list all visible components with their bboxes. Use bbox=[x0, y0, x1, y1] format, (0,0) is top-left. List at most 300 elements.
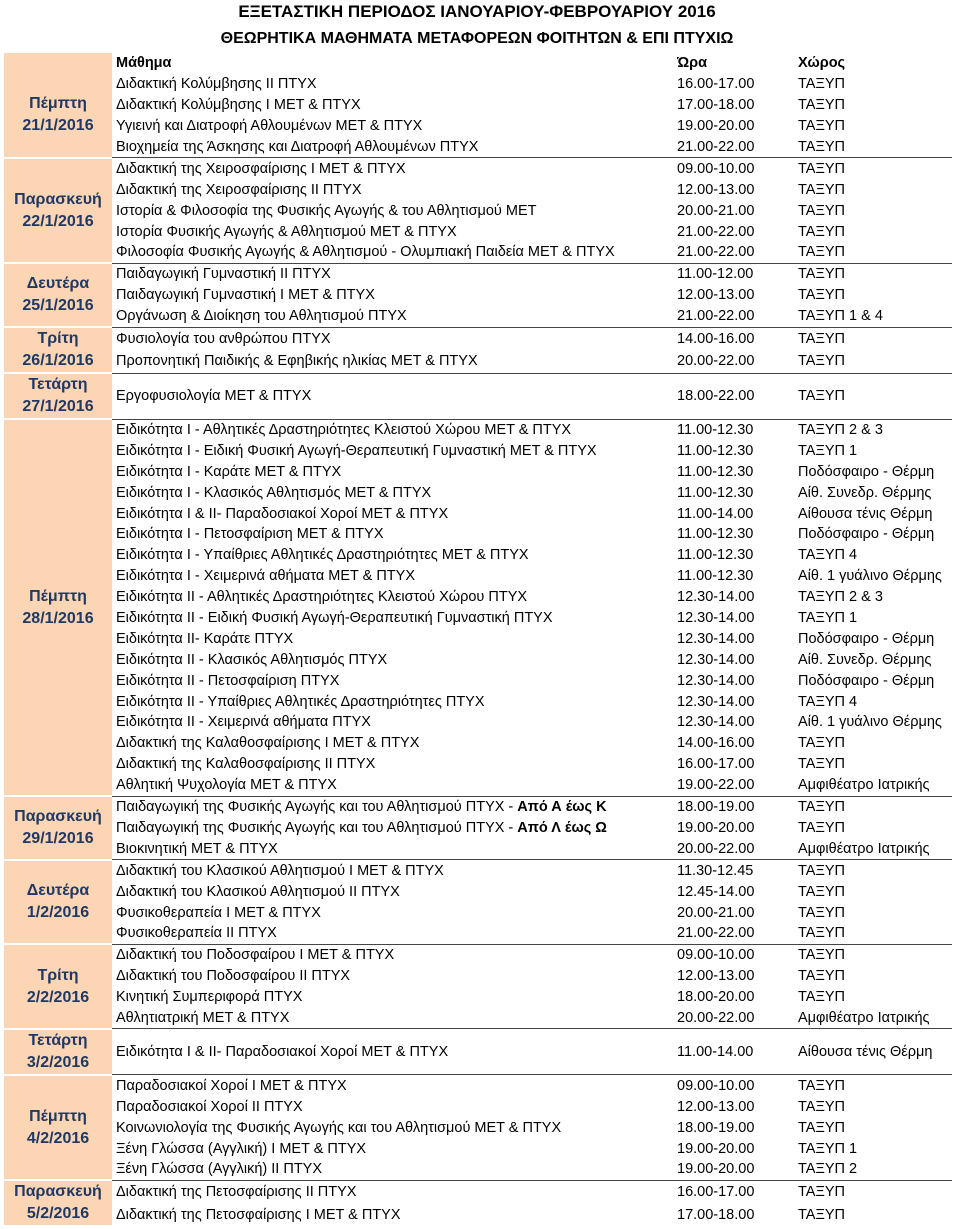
table-row bbox=[4, 881, 952, 902]
time-cell: 21.00-22.00 bbox=[677, 244, 755, 261]
day-date: 28/1/2016 bbox=[22, 609, 94, 627]
course-cell bbox=[112, 306, 677, 327]
table-row bbox=[4, 373, 952, 419]
room-cell: ΤΑΞΥΠ bbox=[794, 373, 952, 419]
room-cell: ΤΑΞΥΠ bbox=[798, 968, 846, 985]
course-cell bbox=[112, 649, 677, 670]
room-cell: Αίθ. Συνεδρ. Θέρμης bbox=[798, 651, 932, 668]
room-cell: ΤΑΞΥΠ 4 bbox=[798, 693, 858, 710]
course-name: Προπονητική Παιδικής & Εφηβικής ηλικίας ΜΕΤ & ΠΤΥΧ bbox=[116, 353, 478, 370]
table-row bbox=[4, 1138, 952, 1159]
table-row bbox=[4, 1008, 952, 1029]
course-name: Ειδικότητα Ι - Αθλητικές Δραστηριότητες Κλειστού Χώρου ΜΕΤ & ΠΤΥΧ bbox=[116, 422, 572, 439]
room-cell: Αίθ. Συνεδρ. Θέρμης bbox=[798, 484, 932, 501]
course-cell bbox=[112, 350, 677, 373]
course-cell bbox=[112, 524, 677, 545]
time-cell: 19.00-20.00 bbox=[677, 819, 755, 836]
day-weekday: Πέμπτη bbox=[29, 95, 87, 113]
table-row bbox=[4, 137, 952, 158]
course-name: Υγιεινή και Διατροφή Αθλουμένων ΜΕΤ & ΠΤΥΧ bbox=[116, 118, 423, 135]
course-cell bbox=[112, 1008, 677, 1029]
time-cell: 12.30-14.00 bbox=[677, 651, 755, 668]
day-date: 27/1/2016 bbox=[22, 398, 94, 416]
table-row bbox=[4, 482, 952, 503]
room-cell: ΤΑΞΥΠ 2 bbox=[798, 1161, 858, 1178]
day-date: 29/1/2016 bbox=[22, 829, 94, 847]
course-cell bbox=[112, 327, 677, 350]
course-cell bbox=[112, 373, 677, 419]
room-cell: Αίθουσα τένις Θέρμη bbox=[794, 1029, 952, 1075]
room-cell: ΤΑΞΥΠ bbox=[794, 860, 952, 881]
table-row bbox=[4, 754, 952, 775]
day-date: 26/1/2016 bbox=[22, 352, 94, 370]
room-cell: ΤΑΞΥΠ bbox=[794, 1180, 952, 1203]
course-cell bbox=[112, 242, 677, 263]
day-cell bbox=[4, 373, 112, 419]
day-date: 5/2/2016 bbox=[26, 1205, 90, 1223]
table-row bbox=[4, 691, 952, 712]
exam-schedule-table bbox=[4, 53, 952, 1227]
time-cell: 12.00-13.00 bbox=[677, 181, 755, 198]
course-name: Κινητική Συμπεριφορά ΠΤΥΧ bbox=[116, 989, 303, 1006]
course-cell bbox=[112, 712, 677, 733]
table-row bbox=[4, 838, 952, 859]
day-date: 4/2/2016 bbox=[26, 1129, 90, 1147]
course-cell bbox=[112, 923, 677, 944]
course-name: Ειδικότητα ΙΙ - Χειμερινά αθήματα ΠΤΥΧ bbox=[116, 714, 371, 731]
room-cell: Αίθ. 1 γυάλινο Θέρμης bbox=[798, 568, 942, 585]
room-cell: ΤΑΞΥΠ 2 & 3 bbox=[798, 589, 883, 606]
course-name: Ειδικότητα ΙΙ - Πετοσφαίριση ΠΤΥΧ bbox=[116, 672, 340, 689]
table-row bbox=[4, 860, 952, 881]
time-cell: 19.00-20.00 bbox=[677, 1140, 755, 1157]
course-name: Διδακτική της Καλαθοσφαίρισης ΙΙ ΠΤΥΧ bbox=[116, 756, 376, 773]
time-cell: 11.30-12.45 bbox=[677, 860, 794, 881]
day-weekday: Δευτέρα bbox=[26, 882, 90, 900]
table-row bbox=[4, 503, 952, 524]
day-cell bbox=[4, 74, 112, 158]
day-cell bbox=[4, 860, 112, 945]
day-cell bbox=[4, 1029, 112, 1075]
course-name: Διδακτική του Κλασικού Αθλητισμού Ι ΜΕΤ & ΠΤΥΧ bbox=[116, 862, 444, 879]
course-name: Διδακτική της Χειροσφαίρισης ΙΙ ΠΤΥΧ bbox=[116, 181, 362, 198]
time-cell: 11.00-12.00 bbox=[677, 263, 794, 284]
room-cell: ΤΑΞΥΠ bbox=[798, 904, 846, 921]
time-cell: 12.45-14.00 bbox=[677, 883, 755, 900]
day-weekday: Τετάρτη bbox=[28, 1031, 88, 1049]
course-name: Φιλοσοφία Φυσικής Αγωγής & Αθλητισμού - Ολυμπιακή Παιδεία ΜΕΤ & ΠΤΥΧ bbox=[116, 244, 615, 261]
course-name: Διδακτική Κολύμβησης Ι ΜΕΤ & ΠΤΥΧ bbox=[116, 97, 361, 114]
course-name: Ξένη Γλώσσα (Αγγλική) Ι ΜΕΤ & ΠΤΥΧ bbox=[116, 1140, 367, 1157]
table-row bbox=[4, 95, 952, 116]
room-cell: ΤΑΞΥΠ 2 & 3 bbox=[794, 419, 952, 440]
table-row bbox=[4, 306, 952, 327]
course-name: Ιστορία & Φιλοσοφία της Φυσικής Αγωγής & του Αθλητισμού ΜΕΤ bbox=[116, 202, 537, 219]
course-cell bbox=[112, 987, 677, 1008]
course-cell bbox=[112, 902, 677, 923]
time-cell: 17.00-18.00 bbox=[677, 97, 755, 114]
course-name: Διδακτική του Ποδοσφαίρου Ι ΜΕΤ & ΠΤΥΧ bbox=[116, 947, 395, 964]
course-cell bbox=[112, 608, 677, 629]
course-name: Εργοφυσιολογία ΜΕΤ & ΠΤΥΧ bbox=[116, 388, 312, 405]
day-weekday: Παρασκευή bbox=[14, 1183, 102, 1201]
course-name: Παραδοσιακοί Χοροί ΙΙ ΠΤΥΧ bbox=[116, 1098, 303, 1115]
room-cell: ΤΑΞΥΠ bbox=[798, 223, 846, 240]
time-cell: 12.00-13.00 bbox=[677, 968, 755, 985]
day-date: 3/2/2016 bbox=[26, 1053, 90, 1071]
course-cell bbox=[112, 116, 677, 137]
table-row bbox=[4, 221, 952, 242]
table-row bbox=[4, 712, 952, 733]
course-cell bbox=[112, 818, 677, 839]
table-row bbox=[4, 74, 952, 95]
time-cell: 18.00-22.00 bbox=[677, 373, 794, 419]
time-cell: 11.00-12.30 bbox=[677, 484, 754, 501]
table-row bbox=[4, 649, 952, 670]
table-row bbox=[4, 285, 952, 306]
course-cell bbox=[112, 733, 677, 754]
time-cell: 09.00-10.00 bbox=[677, 944, 794, 965]
page-title: ΕΞΕΤΑΣΤΙΚΗ ΠΕΡΙΟΔΟΣ ΙΑΝΟΥΑΡΙΟΥ-ΦΕΒΡΟΥΑΡΙΟΥ 2016 bbox=[238, 2, 716, 21]
day-weekday: Τρίτη bbox=[37, 330, 79, 348]
course-cell bbox=[112, 1029, 677, 1075]
course-cell bbox=[112, 754, 677, 775]
course-cell bbox=[112, 221, 677, 242]
room-cell: ΤΑΞΥΠ bbox=[798, 97, 846, 114]
course-name: Ειδικότητα ΙΙ - Αθλητικές Δραστηριότητες Κλειστού Χώρου ΠΤΥΧ bbox=[116, 589, 528, 606]
table-row bbox=[4, 944, 952, 965]
room-cell: Αμφιθέατρο Ιατρικής bbox=[798, 1009, 930, 1026]
course-group-range: Από Λ έως Ω bbox=[517, 819, 607, 836]
course-cell bbox=[112, 1138, 677, 1159]
course-cell bbox=[112, 691, 677, 712]
day-cell bbox=[4, 263, 112, 327]
day-weekday: Παρασκευή bbox=[14, 807, 102, 825]
day-weekday: Παρασκευή bbox=[14, 190, 102, 208]
course-cell bbox=[112, 587, 677, 608]
course-cell bbox=[112, 503, 677, 524]
time-cell: 20.00-22.00 bbox=[677, 840, 755, 857]
course-name: Ειδικότητα Ι - Υπαίθριες Αθλητικές Δραστηριότητες ΜΕΤ & ΠΤΥΧ bbox=[116, 547, 529, 564]
course-cell bbox=[112, 482, 677, 503]
time-cell: 12.30-14.00 bbox=[677, 714, 755, 731]
room-cell: ΤΑΞΥΠ bbox=[794, 1075, 952, 1096]
course-name: Ειδικότητα ΙΙ - Ειδική Φυσική Αγωγή-Θεραπευτική Γυμναστική ΠΤΥΧ bbox=[116, 610, 553, 627]
time-cell: 09.00-10.00 bbox=[677, 158, 794, 179]
table-header-row bbox=[4, 53, 952, 74]
table-row bbox=[4, 1096, 952, 1117]
day-date: 2/2/2016 bbox=[26, 988, 90, 1006]
table-row bbox=[4, 263, 952, 284]
course-cell bbox=[112, 838, 677, 859]
page-subtitle: ΘΕΩΡΗΤΙΚΑ ΜΑΘΗΜΑΤΑ ΜΕΤΑΦΟΡΕΩΝ ΦΟΙΤΗΤΩΝ & ΕΠΙ ΠΤΥΧΙΩ bbox=[220, 30, 734, 47]
room-cell: ΤΑΞΥΠ bbox=[798, 1119, 846, 1136]
course-name: Ειδικότητα Ι - Ειδική Φυσική Αγωγή-Θεραπευτική Γυμναστική ΜΕΤ & ΠΤΥΧ bbox=[116, 442, 597, 459]
time-cell: 11.00-12.30 bbox=[677, 568, 754, 585]
header-time: Ώρα bbox=[677, 55, 708, 72]
day-date: 25/1/2016 bbox=[22, 297, 94, 315]
table-row bbox=[4, 327, 952, 350]
room-cell: ΤΑΞΥΠ bbox=[798, 1098, 846, 1115]
time-cell: 21.00-22.00 bbox=[677, 223, 755, 240]
course-cell bbox=[112, 263, 677, 284]
table-row bbox=[4, 179, 952, 200]
room-cell: ΤΑΞΥΠ bbox=[794, 158, 952, 179]
course-cell bbox=[112, 1204, 677, 1227]
room-cell: ΤΑΞΥΠ bbox=[794, 944, 952, 965]
time-cell: 16.00-17.00 bbox=[677, 76, 755, 93]
time-cell: 16.00-17.00 bbox=[677, 1180, 794, 1203]
table-row bbox=[4, 116, 952, 137]
day-date: 1/2/2016 bbox=[26, 904, 90, 922]
table-row bbox=[4, 1159, 952, 1180]
time-cell: 12.00-13.00 bbox=[677, 287, 755, 304]
course-name: Οργάνωση & Διοίκηση του Αθλητισμού ΠΤΥΧ bbox=[116, 308, 407, 325]
course-cell bbox=[112, 1096, 677, 1117]
time-cell: 19.00-20.00 bbox=[677, 1161, 755, 1178]
course-name: Διδακτική της Πετοσφαίρισης ΙΙ ΠΤΥΧ bbox=[116, 1184, 357, 1201]
room-cell: ΤΑΞΥΠ bbox=[798, 244, 846, 261]
course-cell bbox=[112, 966, 677, 987]
day-weekday: Τετάρτη bbox=[28, 376, 88, 394]
course-name: Αθλητιατρική ΜΕΤ & ΠΤΥΧ bbox=[116, 1009, 290, 1026]
course-cell bbox=[112, 944, 677, 965]
time-cell: 11.00-14.00 bbox=[677, 505, 754, 522]
table-row bbox=[4, 966, 952, 987]
course-name: Ειδικότητα Ι - Καράτε ΜΕΤ & ΠΤΥΧ bbox=[116, 463, 342, 480]
time-cell: 20.00-21.00 bbox=[677, 202, 755, 219]
course-cell bbox=[112, 1180, 677, 1203]
room-cell: ΤΑΞΥΠ bbox=[798, 202, 846, 219]
course-name: Διδακτική της Πετοσφαίρισης Ι ΜΕΤ & ΠΤΥΧ bbox=[116, 1206, 401, 1223]
course-name: Βιοχημεία της Άσκησης και Διατροφή Αθλουμένων ΠΤΥΧ bbox=[116, 139, 479, 155]
course-cell bbox=[112, 285, 677, 306]
room-cell: ΤΑΞΥΠ 1 & 4 bbox=[798, 308, 883, 325]
table-row bbox=[4, 1204, 952, 1227]
room-cell: ΤΑΞΥΠ bbox=[798, 287, 846, 304]
table-row bbox=[4, 200, 952, 221]
table-row bbox=[4, 350, 952, 373]
course-name: Διδακτική του Κλασικού Αθλητισμού ΙΙ ΠΤΥΧ bbox=[116, 883, 400, 900]
table-row bbox=[4, 524, 952, 545]
course-name: Ειδικότητα ΙΙ- Καράτε ΠΤΥΧ bbox=[116, 630, 294, 647]
room-cell: ΤΑΞΥΠ bbox=[794, 263, 952, 284]
room-cell: Ποδόσφαιρο - Θέρμη bbox=[798, 672, 935, 689]
time-cell: 12.00-13.00 bbox=[677, 1098, 755, 1115]
room-cell: Αίθ. 1 γυάλινο Θέρμης bbox=[798, 714, 942, 731]
table-row bbox=[4, 1180, 952, 1203]
course-name: Ειδικότητα Ι & ΙΙ- Παραδοσιακοί Χοροί ΜΕΤ & ΠΤΥΧ bbox=[116, 1043, 449, 1060]
course-name: Ειδικότητα Ι & ΙΙ- Παραδοσιακοί Χοροί ΜΕΤ & ΠΤΥΧ bbox=[116, 505, 449, 522]
time-cell: 20.00-22.00 bbox=[677, 353, 755, 370]
course-cell bbox=[112, 1159, 677, 1180]
day-weekday: Δευτέρα bbox=[26, 275, 90, 293]
time-cell: 20.00-22.00 bbox=[677, 1009, 755, 1026]
course-name: Παιδαγωγική Γυμναστική Ι ΜΕΤ & ΠΤΥΧ bbox=[116, 287, 375, 304]
room-cell: Αίθουσα τένις Θέρμη bbox=[798, 505, 933, 522]
course-cell bbox=[112, 628, 677, 649]
time-cell: 12.30-14.00 bbox=[677, 693, 755, 710]
table-row bbox=[4, 796, 952, 817]
room-cell: ΤΑΞΥΠ 4 bbox=[798, 547, 858, 564]
time-cell: 12.30-14.00 bbox=[677, 589, 755, 606]
course-name: Φυσικοθεραπεία ΙΙ ΠΤΥΧ bbox=[116, 925, 277, 942]
table-row bbox=[4, 440, 952, 461]
room-cell: ΤΑΞΥΠ bbox=[798, 925, 846, 942]
table-row bbox=[4, 608, 952, 629]
course-cell bbox=[112, 860, 677, 881]
day-weekday: Πέμπτη bbox=[29, 587, 87, 605]
room-cell: ΤΑΞΥΠ bbox=[794, 327, 952, 350]
course-cell bbox=[112, 545, 677, 566]
room-cell: ΤΑΞΥΠ 1 bbox=[798, 1140, 858, 1157]
table-row bbox=[4, 1117, 952, 1138]
course-cell bbox=[112, 881, 677, 902]
time-cell: 16.00-17.00 bbox=[677, 756, 755, 773]
course-name: Παιδαγωγική Γυμναστική ΙΙ ΠΤΥΧ bbox=[116, 266, 331, 283]
course-group-range: Από Α έως Κ bbox=[517, 799, 607, 816]
time-cell: 11.00-12.30 bbox=[677, 526, 754, 543]
room-cell: ΤΑΞΥΠ 1 bbox=[798, 610, 858, 627]
day-date: 21/1/2016 bbox=[22, 117, 94, 135]
table-row bbox=[4, 419, 952, 440]
room-cell: ΤΑΞΥΠ bbox=[798, 989, 846, 1006]
time-cell: 21.00-22.00 bbox=[677, 308, 755, 325]
header-day-cell bbox=[4, 53, 112, 74]
time-cell: 11.00-12.30 bbox=[677, 463, 754, 480]
course-cell bbox=[112, 74, 677, 95]
header-course: Μάθημα bbox=[116, 55, 172, 72]
room-cell: ΤΑΞΥΠ 1 bbox=[798, 442, 858, 459]
course-cell bbox=[112, 440, 677, 461]
room-cell: Αμφιθέατρο Ιατρικής bbox=[798, 777, 930, 794]
time-cell: 11.00-12.30 bbox=[677, 442, 754, 459]
course-name: Διδακτική Κολύμβησης ΙΙ ΠΤΥΧ bbox=[116, 76, 317, 93]
room-cell: ΤΑΞΥΠ bbox=[798, 756, 846, 773]
course-name: Φυσιολογία του ανθρώπου ΠΤΥΧ bbox=[116, 330, 331, 347]
day-cell bbox=[4, 158, 112, 263]
course-cell bbox=[112, 137, 677, 158]
time-cell: 18.00-19.00 bbox=[677, 796, 794, 817]
course-name: Διδακτική της Καλαθοσφαίρισης Ι ΜΕΤ & ΠΤΥΧ bbox=[116, 735, 420, 752]
course-cell bbox=[112, 419, 677, 440]
header-room: Χώρος bbox=[798, 55, 846, 72]
room-cell: ΤΑΞΥΠ bbox=[798, 353, 846, 370]
time-cell: 11.00-14.00 bbox=[677, 1029, 794, 1075]
room-cell: ΤΑΞΥΠ bbox=[798, 76, 846, 93]
course-name: Διδακτική της Χειροσφαίρισης Ι ΜΕΤ & ΠΤΥΧ bbox=[116, 160, 406, 177]
course-cell bbox=[112, 95, 677, 116]
course-cell bbox=[112, 775, 677, 796]
room-cell: ΤΑΞΥΠ bbox=[798, 139, 846, 155]
course-name: Ιστορία Φυσικής Αγωγής & Αθλητισμού ΜΕΤ & ΠΤΥΧ bbox=[116, 223, 457, 240]
course-name: Ειδικότητα Ι - Κλασικός Αθλητισμός ΜΕΤ & ΠΤΥΧ bbox=[116, 484, 432, 501]
time-cell: 12.30-14.00 bbox=[677, 610, 755, 627]
day-cell bbox=[4, 419, 112, 796]
time-cell: 19.00-20.00 bbox=[677, 118, 755, 135]
course-name: Παιδαγωγική της Φυσικής Αγωγής και του Αθλητισμού ΠΤΥΧ - bbox=[116, 799, 518, 816]
day-cell bbox=[4, 1180, 112, 1226]
room-cell: Ποδόσφαιρο - Θέρμη bbox=[798, 463, 935, 480]
course-cell bbox=[112, 1075, 677, 1096]
table-row bbox=[4, 1075, 952, 1096]
course-name: Κοινωνιολογία της Φυσικής Αγωγής και του Αθλητισμού ΜΕΤ & ΠΤΥΧ bbox=[116, 1119, 562, 1136]
time-cell: 21.00-22.00 bbox=[677, 925, 755, 942]
course-name: Διδακτική του Ποδοσφαίρου ΙΙ ΠΤΥΧ bbox=[116, 968, 351, 985]
course-cell bbox=[112, 179, 677, 200]
course-cell bbox=[112, 158, 677, 179]
course-cell bbox=[112, 461, 677, 482]
table-row bbox=[4, 818, 952, 839]
room-cell: Αμφιθέατρο Ιατρικής bbox=[798, 840, 930, 857]
room-cell: Ποδόσφαιρο - Θέρμη bbox=[798, 630, 935, 647]
time-cell: 11.00-12.30 bbox=[677, 419, 794, 440]
day-weekday: Πέμπτη bbox=[29, 1107, 87, 1125]
time-cell: 14.00-16.00 bbox=[677, 735, 755, 752]
table-row bbox=[4, 987, 952, 1008]
course-name: Αθλητική Ψυχολογία ΜΕΤ & ΠΤΥΧ bbox=[116, 777, 337, 794]
table-row bbox=[4, 628, 952, 649]
room-cell: ΤΑΞΥΠ bbox=[798, 118, 846, 135]
time-cell: 20.00-21.00 bbox=[677, 904, 755, 921]
table-row bbox=[4, 1029, 952, 1075]
table-row bbox=[4, 242, 952, 263]
time-cell: 17.00-18.00 bbox=[677, 1206, 755, 1223]
room-cell: ΤΑΞΥΠ bbox=[798, 181, 846, 198]
course-name: Βιοκινητική ΜΕΤ & ΠΤΥΧ bbox=[116, 840, 278, 857]
room-cell: ΤΑΞΥΠ bbox=[798, 819, 846, 836]
day-date: 22/1/2016 bbox=[22, 212, 94, 230]
table-row bbox=[4, 733, 952, 754]
course-name: Ειδικότητα ΙΙ - Κλασικός Αθλητισμός ΠΤΥΧ bbox=[116, 651, 388, 668]
room-cell: ΤΑΞΥΠ bbox=[798, 1206, 846, 1223]
room-cell: ΤΑΞΥΠ bbox=[798, 735, 846, 752]
time-cell: 09.00-10.00 bbox=[677, 1075, 794, 1096]
course-name: Ειδικότητα ΙΙ - Υπαίθριες Αθλητικές Δραστηριότητες ΠΤΥΧ bbox=[116, 693, 485, 710]
day-cell bbox=[4, 327, 112, 373]
course-cell bbox=[112, 1117, 677, 1138]
table-row bbox=[4, 923, 952, 944]
table-row bbox=[4, 587, 952, 608]
time-cell: 18.00-19.00 bbox=[677, 1119, 755, 1136]
course-cell bbox=[112, 796, 677, 817]
course-cell bbox=[112, 566, 677, 587]
day-cell bbox=[4, 1075, 112, 1180]
day-cell bbox=[4, 944, 112, 1029]
time-cell: 11.00-12.30 bbox=[677, 547, 754, 564]
time-cell: 18.00-20.00 bbox=[677, 989, 755, 1006]
day-cell bbox=[4, 796, 112, 860]
course-name: Παιδαγωγική της Φυσικής Αγωγής και του Αθλητισμού ΠΤΥΧ - bbox=[116, 819, 518, 836]
room-cell: ΤΑΞΥΠ bbox=[794, 796, 952, 817]
table-row bbox=[4, 670, 952, 691]
table-row bbox=[4, 775, 952, 796]
time-cell: 14.00-16.00 bbox=[677, 327, 794, 350]
day-weekday: Τρίτη bbox=[37, 966, 79, 984]
course-cell bbox=[112, 200, 677, 221]
table-row bbox=[4, 461, 952, 482]
time-cell: 12.30-14.00 bbox=[677, 672, 755, 689]
course-name: Παραδοσιακοί Χοροί Ι ΜΕΤ & ΠΤΥΧ bbox=[116, 1077, 347, 1094]
room-cell: ΤΑΞΥΠ bbox=[798, 883, 846, 900]
table-row bbox=[4, 545, 952, 566]
room-cell: Ποδόσφαιρο - Θέρμη bbox=[798, 526, 935, 543]
table-row bbox=[4, 902, 952, 923]
time-cell: 19.00-22.00 bbox=[677, 777, 755, 794]
course-name: Ειδικότητα Ι - Χειμερινά αθήματα ΜΕΤ & ΠΤΥΧ bbox=[116, 568, 415, 585]
course-name: Ξένη Γλώσσα (Αγγλική) ΙΙ ΠΤΥΧ bbox=[116, 1161, 323, 1178]
time-cell: 21.00-22.00 bbox=[677, 139, 755, 155]
